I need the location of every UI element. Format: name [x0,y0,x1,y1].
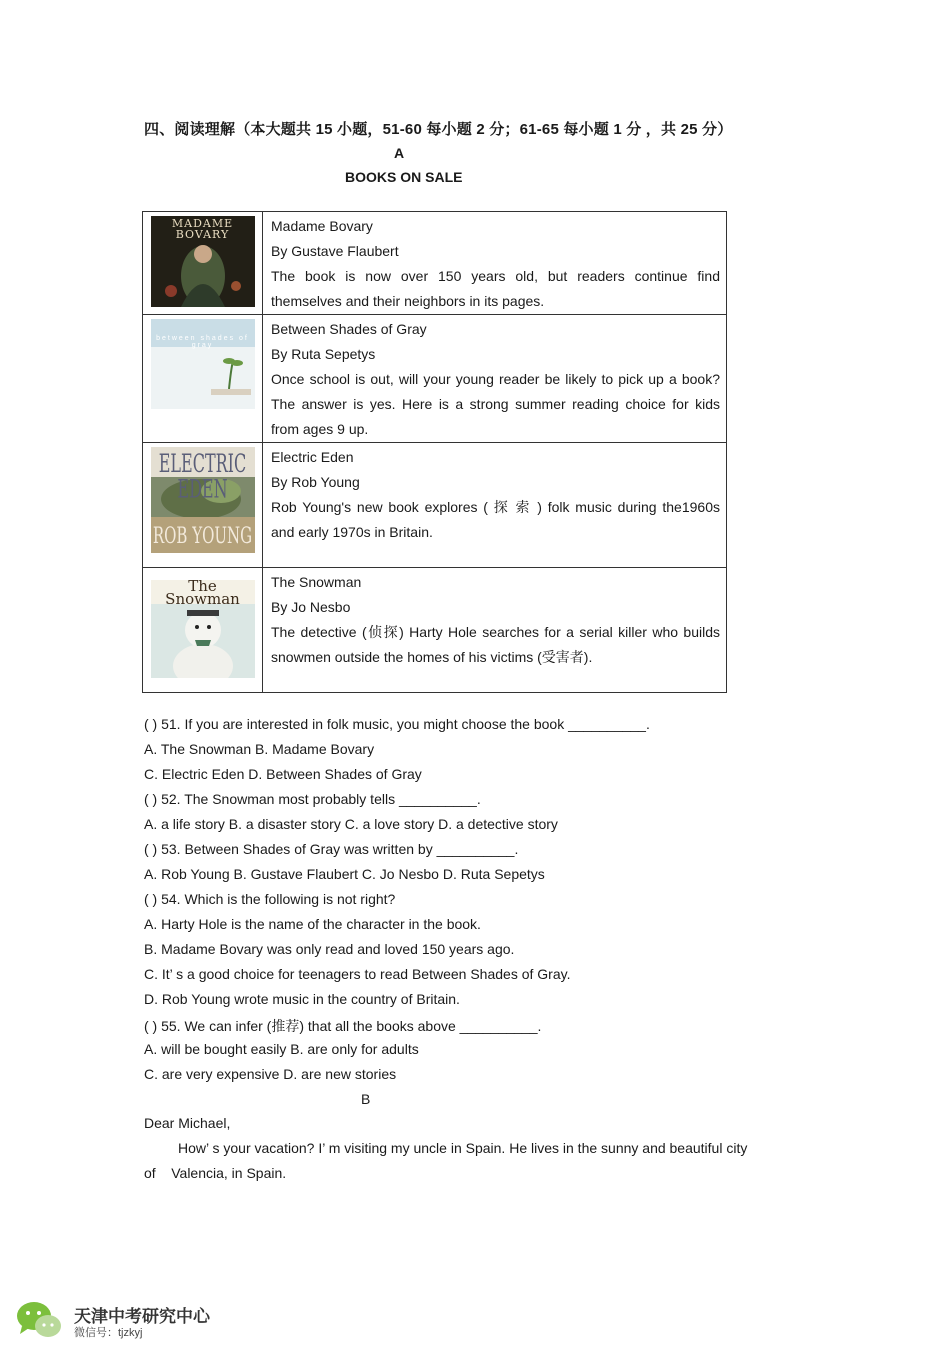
question-54-option-b: B. Madame Bovary was only read and loved 150 years ago. [144,941,515,957]
book-description: Rob Young's new book explores ( 探 索 ) folk music during the1960s and early 1970s in Britain. [271,499,720,540]
book-title: Electric Eden [271,449,354,465]
question-52-options: A. a life story B. a disaster story C. a love story D. a detective story [144,816,558,832]
question-53: ( ) 53. Between Shades of Gray was written by __________. [144,841,519,857]
part-b-label: B [361,1091,371,1107]
footer-wechat-id: 微信号：tjzkyj [74,1327,143,1339]
books-table [142,211,727,693]
book-author: By Gustave Flaubert [271,243,399,259]
electric-eden-cover-image [151,447,255,553]
madame-bovary-cover-image [151,216,255,307]
question-54-option-a: A. Harty Hole is the name of the character in the book. [144,916,481,932]
book-author: By Jo Nesbo [271,599,351,615]
book-row-madame-bovary [143,212,727,315]
book-title: Madame Bovary [271,218,373,234]
book-info [263,443,727,568]
book-info [263,315,727,443]
book-info [263,212,727,315]
part-a-label: A [394,145,405,161]
cover-cell [143,568,263,693]
cover-cell [143,212,263,315]
book-description: The detective (侦探) Harty Hole searches for a serial killer who builds snowmen outside the homes of his victims (受害者). [271,624,720,665]
book-author: By Ruta Sepetys [271,346,376,362]
book-info [263,568,727,693]
the-snowman-cover-image [151,580,255,678]
electric-eden-cover-title: ELECTRIC EDEN [158,447,247,504]
footer-org-name: 天津中考研究中心 [74,1307,210,1326]
letter-line-2: of Valencia, in Spain. [144,1165,287,1181]
question-53-options: A. Rob Young B. Gustave Flaubert C. Jo Nesbo D. Ruta Sepetys [144,866,545,882]
question-51: ( ) 51. If you are interested in folk music, you might choose the book __________. [144,716,650,732]
section-title: 四、阅读理解（本大题共 15 小题，51-60 每小题 2 分；61-65 每小题 1 分 ，共 25 分） [144,121,733,138]
question-54: ( ) 54. Which is the following is not right? [144,891,396,907]
question-54-option-c: C. It’ s a good choice for teenagers to read Between Shades of Gray. [144,966,571,982]
question-54-option-d: D. Rob Young wrote music in the country of Britain. [144,991,460,1007]
letter-greeting: Dear Michael, [144,1115,231,1131]
wechat-logo-icon [16,1300,62,1340]
cover-cell [143,315,263,443]
book-row-the-snowman [143,568,727,693]
book-row-between-shades [143,315,727,443]
book-description: Once school is out, will your young reader be likely to pick up a book? The answer is yes. Here is a strong summer reading choice for kids from ages 9 up. [271,371,720,437]
between-shades-cover-image [151,319,255,409]
book-description: The book is now over 150 years old, but readers continue find themselves and their neighbors in its pages. [271,268,720,309]
book-title: The Snowman [271,574,362,590]
madame-bovary-cover-title: MADAME BOVARY [171,217,234,241]
book-row-electric-eden [143,443,727,568]
question-55: ( ) 55. We can infer (推荐) that all the books above __________. [144,1018,542,1034]
question-55-options-ab: A. will be bought easily B. are only for adults [144,1041,419,1057]
question-55-options-cd: C. are very expensive D. are new stories [144,1066,397,1082]
question-52: ( ) 52. The Snowman most probably tells __________. [144,791,481,807]
book-title: Between Shades of Gray [271,321,427,337]
the-snowman-cover-title: The Snowman [165,580,240,608]
between-shades-cover-title: between shades of gray [156,335,249,349]
book-author: By Rob Young [271,474,360,490]
question-51-options-ab: A. The Snowman B. Madame Bovary [144,741,375,757]
electric-eden-cover-author: ROB YOUNG [152,522,253,549]
books-on-sale-heading: BOOKS ON SALE [345,169,463,185]
cover-cell [143,443,263,568]
letter-line-1: How’ s your vacation? I’ m visiting my uncle in Spain. He lives in the sunny and beautiful city [178,1140,748,1156]
question-51-options-cd: C. Electric Eden D. Between Shades of Gray [144,766,422,782]
